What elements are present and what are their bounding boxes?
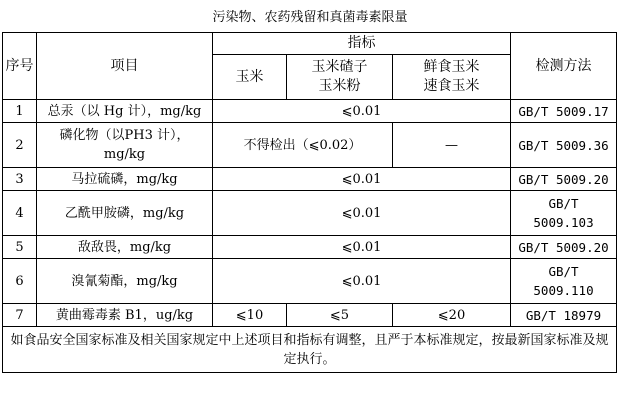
row-item: 溴氰菊酯，mg/kg [37, 259, 213, 304]
row-value: ⩽0.01 [213, 259, 511, 304]
row-value: ⩽0.01 [213, 168, 511, 191]
row-no: 3 [3, 168, 37, 191]
row-no: 1 [3, 100, 37, 123]
header-no: 序号 [3, 33, 37, 100]
table-caption: 污染物、农药残留和真菌毒素限量 [212, 10, 408, 25]
row-method: GB/T 5009.36 [511, 123, 617, 168]
row-item [37, 123, 213, 168]
footnote: 如食品安全国家标准及相关国家规定中上述项目和指标有调整，且严于本标准规定，按最新国家标准及规定执行。 [3, 327, 617, 373]
header-indicator: 指标 [213, 33, 511, 55]
row-method-line1: GB/T [548, 196, 579, 211]
row-value: 不得检出（⩽0.02） [213, 123, 393, 168]
row-item: 马拉硫磷，mg/kg [37, 168, 213, 191]
row-item: 乙酰甲胺磷，mg/kg [37, 191, 213, 236]
limits-table [2, 32, 617, 373]
note-row [3, 327, 617, 373]
table-row [3, 259, 617, 304]
row-value-fresh: ⩽20 [393, 304, 511, 327]
row-item: 敌敌畏，mg/kg [37, 236, 213, 259]
table-row [3, 236, 617, 259]
row-method: GB/T 5009.17 [511, 100, 617, 123]
row-value-grits: ⩽5 [287, 304, 393, 327]
row-item: 总汞（以 Hg 计），mg/kg [37, 100, 213, 123]
row-method: GB/T 18979 [511, 304, 617, 327]
row-method-line1: GB/T [548, 264, 579, 279]
header-fresh [393, 55, 511, 100]
row-no: 4 [3, 191, 37, 236]
row-method-line2: 5009.110 [533, 283, 594, 298]
row-item-line2: mg/kg [103, 147, 146, 162]
row-method [511, 191, 617, 236]
table-row [3, 304, 617, 327]
row-method: GB/T 5009.20 [511, 236, 617, 259]
row-item-line1: 磷化物（以PH3 计）， [59, 128, 190, 143]
header-corn: 玉米 [213, 55, 287, 100]
row-no: 7 [3, 304, 37, 327]
header-fresh-line2: 速食玉米 [423, 78, 480, 94]
header-grits [287, 55, 393, 100]
header-grits-line1: 玉米碴子 [311, 59, 368, 75]
row-method [511, 259, 617, 304]
table-row [3, 191, 617, 236]
row-value: ⩽0.01 [213, 191, 511, 236]
row-no: 5 [3, 236, 37, 259]
table-row [3, 123, 617, 168]
header-grits-line2: 玉米粉 [318, 78, 361, 94]
row-item: 黄曲霉毒素 B1，ug/kg [37, 304, 213, 327]
header-fresh-line1: 鲜食玉米 [423, 59, 480, 75]
header-item: 项目 [37, 33, 213, 100]
table-row [3, 168, 617, 191]
table-row [3, 100, 617, 123]
header-row [3, 33, 617, 55]
row-value: ⩽0.01 [213, 236, 511, 259]
row-value-corn: ⩽10 [213, 304, 287, 327]
header-method: 检测方法 [511, 33, 617, 100]
row-value: ⩽0.01 [213, 100, 511, 123]
row-no: 2 [3, 123, 37, 168]
row-value-fresh: — [393, 123, 511, 168]
row-method-line2: 5009.103 [533, 215, 594, 230]
row-method: GB/T 5009.20 [511, 168, 617, 191]
row-no: 6 [3, 259, 37, 304]
